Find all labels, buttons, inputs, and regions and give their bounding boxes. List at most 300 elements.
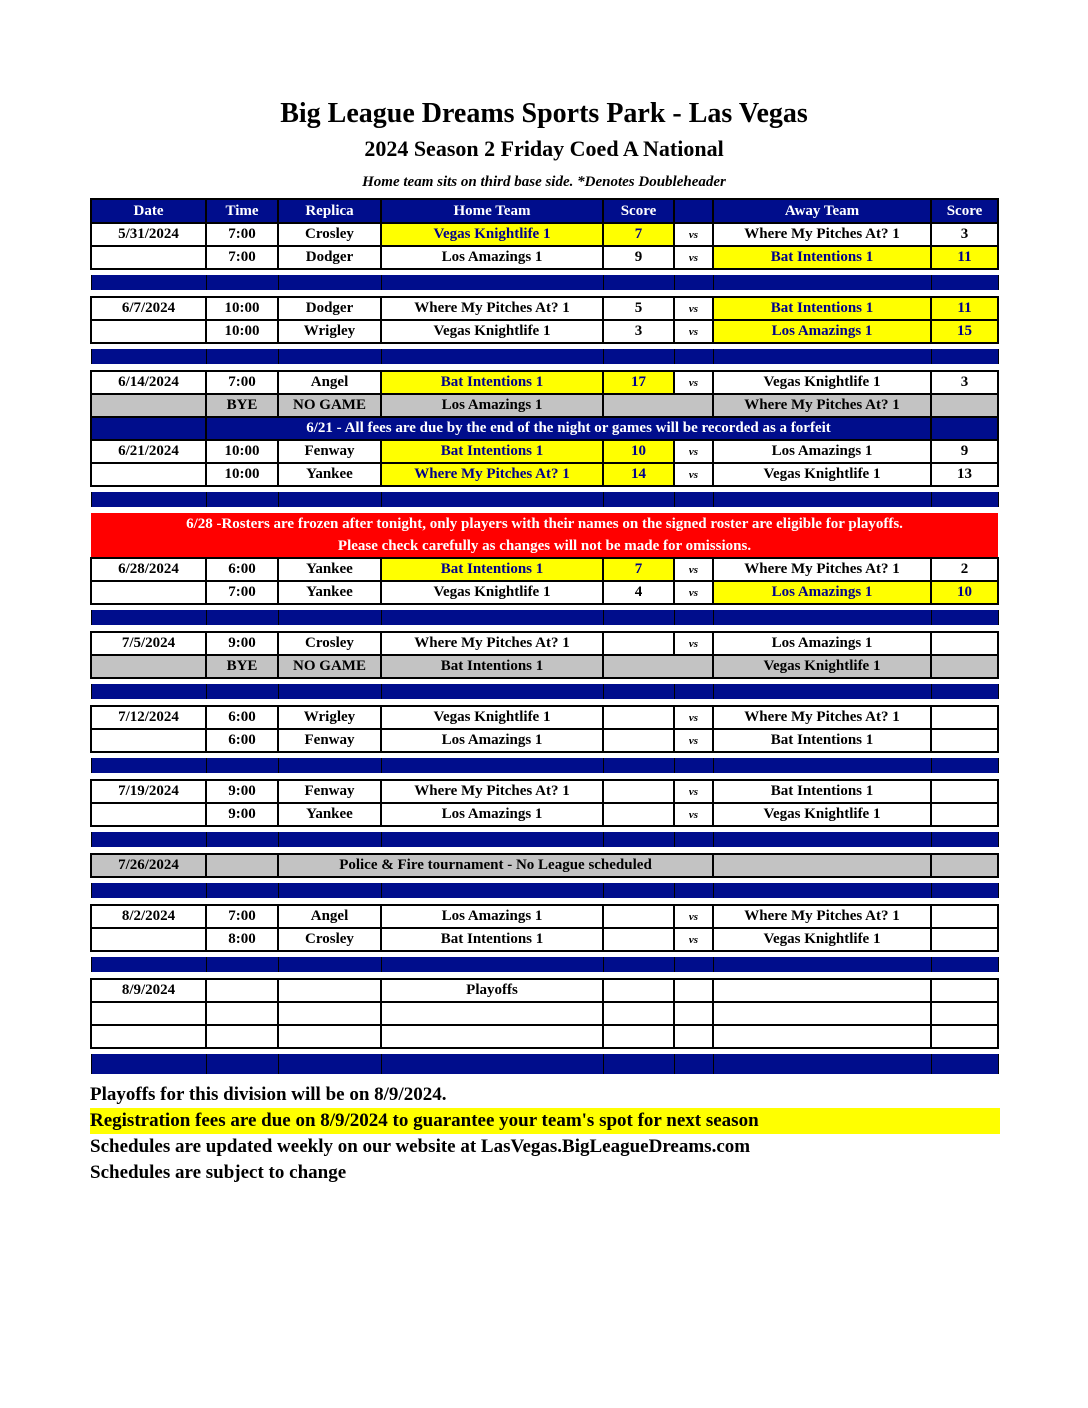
separator-cell xyxy=(674,957,713,972)
separator-cell xyxy=(206,1054,278,1074)
empty-row xyxy=(91,1002,998,1025)
home-team-cell: Los Amazings 1 xyxy=(381,905,603,928)
replica-cell: Crosley xyxy=(278,632,381,655)
row-gap-cell xyxy=(91,625,998,632)
empty-cell xyxy=(931,1002,998,1025)
home-score-cell: 4 xyxy=(603,581,674,604)
away-score-cell xyxy=(931,854,998,877)
separator-cell xyxy=(381,883,603,898)
fees-notice: 6/21 - All fees are due by the end of the night or games will be recorded as a forfeit xyxy=(206,417,931,440)
time-cell: 7:00 xyxy=(206,371,278,394)
vs-label: vs xyxy=(674,780,713,803)
separator-bar xyxy=(91,349,998,364)
separator-cell xyxy=(91,758,206,773)
row-gap xyxy=(91,847,998,854)
roster-notice-line: Please check carefully as changes will not be made for omissions. xyxy=(337,538,752,554)
empty-cell xyxy=(206,1025,278,1048)
separator-cell xyxy=(278,758,381,773)
row-gap-cell xyxy=(91,773,998,780)
separator-cell xyxy=(91,684,206,699)
vs-label: vs xyxy=(674,632,713,655)
separator-bar xyxy=(91,883,998,898)
replica-cell: Fenway xyxy=(278,440,381,463)
home-score-cell xyxy=(603,632,674,655)
away-score-cell: 9 xyxy=(931,440,998,463)
replica-cell: Wrigley xyxy=(278,706,381,729)
away-team-cell: Bat Intentions 1 xyxy=(713,297,931,320)
separator-cell xyxy=(603,349,674,364)
separator-cell xyxy=(278,610,381,625)
away-score-cell xyxy=(931,928,998,951)
row-gap xyxy=(91,773,998,780)
replica-cell: Dodger xyxy=(278,297,381,320)
separator-cell xyxy=(278,349,381,364)
separator-cell xyxy=(603,957,674,972)
away-team-cell: Bat Intentions 1 xyxy=(713,729,931,752)
separator-cell xyxy=(603,684,674,699)
replica-cell: Yankee xyxy=(278,463,381,486)
row-gap xyxy=(91,972,998,979)
row-gap xyxy=(91,625,998,632)
away-team-cell: Vegas Knightlife 1 xyxy=(713,371,931,394)
empty-cell xyxy=(278,1025,381,1048)
separator-cell xyxy=(91,610,206,625)
gray_event-row xyxy=(91,854,998,877)
schedule-table xyxy=(90,198,999,1074)
home-team-cell: Bat Intentions 1 xyxy=(381,928,603,951)
replica-cell: Angel xyxy=(278,371,381,394)
playoffs-row xyxy=(91,979,998,1002)
separator-cell xyxy=(206,684,278,699)
document-header xyxy=(0,0,1088,191)
time-cell: 9:00 xyxy=(206,632,278,655)
away-score-cell: 11 xyxy=(931,297,998,320)
separator-cell xyxy=(278,957,381,972)
time-cell: 9:00 xyxy=(206,780,278,803)
separator-cell xyxy=(381,957,603,972)
empty-cell xyxy=(674,1025,713,1048)
row-gap xyxy=(91,898,998,905)
separator-cell xyxy=(91,883,206,898)
home-team-cell: Bat Intentions 1 xyxy=(381,558,603,581)
away-team-cell xyxy=(713,979,931,1002)
vs-label: vs xyxy=(674,706,713,729)
date-cell: 6/14/2024 xyxy=(91,371,206,394)
replica-cell xyxy=(278,979,381,1002)
home-score-cell: 7 xyxy=(603,558,674,581)
home-team-cell: Where My Pitches At? 1 xyxy=(381,463,603,486)
away-team-cell: Bat Intentions 1 xyxy=(713,780,931,803)
separator-cell xyxy=(674,610,713,625)
game-row xyxy=(91,223,998,246)
separator-cell xyxy=(91,957,206,972)
away-team-cell: Vegas Knightlife 1 xyxy=(713,655,931,678)
game-row xyxy=(91,440,998,463)
away-score-cell: 3 xyxy=(931,371,998,394)
game-row xyxy=(91,780,998,803)
home-score-cell: 5 xyxy=(603,297,674,320)
footer-note-subject-to-change: Schedules are subject to change xyxy=(90,1162,347,1183)
vs-label: vs xyxy=(674,558,713,581)
separator-cell xyxy=(381,684,603,699)
separator-bar xyxy=(91,758,998,773)
separator-cell xyxy=(278,684,381,699)
empty-cell xyxy=(603,1025,674,1048)
home-team-cell: Where My Pitches At? 1 xyxy=(381,297,603,320)
game-row xyxy=(91,928,998,951)
separator-cell xyxy=(603,758,674,773)
away-team-cell xyxy=(713,854,931,877)
column-header-home-score: Score xyxy=(603,199,674,223)
replica-cell: NO GAME xyxy=(278,655,381,678)
away-team-cell: Los Amazings 1 xyxy=(713,581,931,604)
score-cell xyxy=(931,417,998,440)
time-cell: BYE xyxy=(206,394,278,417)
date-cell xyxy=(91,581,206,604)
away-score-cell xyxy=(931,632,998,655)
separator-bar xyxy=(91,275,998,290)
separator-cell xyxy=(931,883,998,898)
navy_message-row xyxy=(91,417,998,440)
home-score-cell: 3 xyxy=(603,320,674,343)
separator-bar xyxy=(91,1054,998,1074)
separator-cell xyxy=(206,832,278,847)
separator-cell xyxy=(603,275,674,290)
separator-cell xyxy=(603,883,674,898)
column-header-home-team: Home Team xyxy=(381,199,603,223)
time-cell: BYE xyxy=(206,655,278,678)
empty-cell xyxy=(713,1025,931,1048)
home-score-cell xyxy=(603,905,674,928)
separator-cell xyxy=(278,275,381,290)
separator-cell xyxy=(931,610,998,625)
page-subtitle: 2024 Season 2 Friday Coed A National xyxy=(364,136,724,161)
away-score-cell xyxy=(931,729,998,752)
separator-bar xyxy=(91,957,998,972)
separator-cell xyxy=(674,349,713,364)
separator-cell xyxy=(603,610,674,625)
game-row xyxy=(91,297,998,320)
date-cell: 6/28/2024 xyxy=(91,558,206,581)
date-cell xyxy=(91,394,206,417)
replica-cell: Fenway xyxy=(278,780,381,803)
home-team-cell: Vegas Knightlife 1 xyxy=(381,581,603,604)
home-team-cell: Los Amazings 1 xyxy=(381,729,603,752)
home-team-cell: Vegas Knightlife 1 xyxy=(381,320,603,343)
date-cell xyxy=(91,803,206,826)
away-team-cell: Vegas Knightlife 1 xyxy=(713,803,931,826)
empty-cell xyxy=(674,1002,713,1025)
vs-label: vs xyxy=(674,581,713,604)
away-team-cell: Vegas Knightlife 1 xyxy=(713,463,931,486)
home-team-cell: Los Amazings 1 xyxy=(381,246,603,269)
game-row xyxy=(91,246,998,269)
row-gap-cell xyxy=(91,699,998,706)
separator-cell xyxy=(713,957,931,972)
replica-cell: NO GAME xyxy=(278,394,381,417)
empty-cell xyxy=(381,1002,603,1025)
time-cell: 7:00 xyxy=(206,223,278,246)
date-cell: 8/9/2024 xyxy=(91,979,206,1002)
empty-cell xyxy=(603,1002,674,1025)
date-cell: 7/19/2024 xyxy=(91,780,206,803)
separator-cell xyxy=(206,610,278,625)
separator-bar xyxy=(91,492,998,507)
separator-cell xyxy=(206,349,278,364)
separator-cell xyxy=(91,832,206,847)
away-score-cell: 3 xyxy=(931,223,998,246)
separator-cell xyxy=(206,883,278,898)
date-cell: 7/5/2024 xyxy=(91,632,206,655)
away-team-cell: Bat Intentions 1 xyxy=(713,246,931,269)
time-cell xyxy=(206,854,278,877)
date-cell: 5/31/2024 xyxy=(91,223,206,246)
separator-cell xyxy=(278,883,381,898)
separator-cell xyxy=(206,957,278,972)
separator-cell xyxy=(91,492,206,507)
empty-cell xyxy=(206,1002,278,1025)
date-cell: 6/21/2024 xyxy=(91,440,206,463)
game-row xyxy=(91,905,998,928)
separator-cell xyxy=(278,1054,381,1074)
separator-cell xyxy=(674,832,713,847)
row-gap-cell xyxy=(91,847,998,854)
away-team-cell: Where My Pitches At? 1 xyxy=(713,394,931,417)
time-cell: 6:00 xyxy=(206,558,278,581)
row-gap xyxy=(91,290,998,297)
column-header-away-team: Away Team xyxy=(713,199,931,223)
replica-cell: Yankee xyxy=(278,581,381,604)
row-gap-cell xyxy=(91,290,998,297)
away-team-cell: Los Amazings 1 xyxy=(713,440,931,463)
row-gap-cell xyxy=(91,364,998,371)
empty-cell xyxy=(381,1025,603,1048)
game-row xyxy=(91,371,998,394)
away-score-cell: 15 xyxy=(931,320,998,343)
vs-label: vs xyxy=(674,320,713,343)
vs-label: vs xyxy=(674,928,713,951)
home-score-cell: 7 xyxy=(603,223,674,246)
separator-cell xyxy=(603,492,674,507)
away-team-cell: Where My Pitches At? 1 xyxy=(713,223,931,246)
row-gap xyxy=(91,364,998,371)
game-row xyxy=(91,581,998,604)
game-row xyxy=(91,558,998,581)
separator-cell xyxy=(674,1054,713,1074)
page-title: Big League Dreams Sports Park - Las Vegas xyxy=(280,98,808,129)
separator-cell xyxy=(931,349,998,364)
separator-cell xyxy=(674,684,713,699)
footer xyxy=(90,1082,1000,1186)
time-cell: 7:00 xyxy=(206,581,278,604)
footer-note-registration: Registration fees are due on 8/9/2024 to guarantee your team's spot for next season xyxy=(90,1108,1000,1134)
replica-cell: Crosley xyxy=(278,223,381,246)
home-score-cell xyxy=(603,706,674,729)
separator-cell xyxy=(674,883,713,898)
home-team-cell: Bat Intentions 1 xyxy=(381,371,603,394)
home-team-cell: Vegas Knightlife 1 xyxy=(381,223,603,246)
empty-cell xyxy=(91,1002,206,1025)
separator-cell xyxy=(603,832,674,847)
separator-cell xyxy=(91,349,206,364)
home-score-cell: 9 xyxy=(603,246,674,269)
vs-cell xyxy=(674,979,713,1002)
separator-cell xyxy=(713,832,931,847)
separator-cell xyxy=(931,1054,998,1074)
separator-cell xyxy=(713,883,931,898)
away-score-cell: 11 xyxy=(931,246,998,269)
home-team-cell: Los Amazings 1 xyxy=(381,803,603,826)
away-score-cell xyxy=(931,803,998,826)
time-cell: 10:00 xyxy=(206,297,278,320)
home-score-cell xyxy=(603,928,674,951)
away-team-cell: Where My Pitches At? 1 xyxy=(713,905,931,928)
home-score-cell: 14 xyxy=(603,463,674,486)
vs-label: vs xyxy=(674,371,713,394)
separator-cell xyxy=(713,758,931,773)
empty-cell xyxy=(931,1025,998,1048)
separator-cell xyxy=(278,492,381,507)
away-team-cell: Los Amazings 1 xyxy=(713,632,931,655)
footer-note-website: Schedules are updated weekly on our website at LasVegas.BigLeagueDreams.com xyxy=(90,1136,751,1157)
home-score-cell xyxy=(603,729,674,752)
away-score-cell xyxy=(931,780,998,803)
game-row xyxy=(91,803,998,826)
time-cell: 8:00 xyxy=(206,928,278,951)
home-team-cell: Where My Pitches At? 1 xyxy=(381,780,603,803)
vs-label: vs xyxy=(674,246,713,269)
time-cell: 10:00 xyxy=(206,463,278,486)
away-score-cell xyxy=(931,394,998,417)
separator-cell xyxy=(381,610,603,625)
time-cell xyxy=(206,979,278,1002)
separator-cell xyxy=(206,758,278,773)
row-gap xyxy=(91,699,998,706)
vs-label: vs xyxy=(674,297,713,320)
game-row xyxy=(91,729,998,752)
score-vs-cell xyxy=(603,655,713,678)
home-team-cell: Playoffs xyxy=(381,979,603,1002)
roster-notice-line: 6/28 -Rosters are frozen after tonight, only players with their names on the signed roster are eligible for playoffs. xyxy=(186,516,903,532)
separator-bar xyxy=(91,832,998,847)
date-cell xyxy=(91,246,206,269)
home-team-cell: Bat Intentions 1 xyxy=(381,440,603,463)
home-score-cell xyxy=(603,780,674,803)
roster-notice xyxy=(91,513,998,558)
replica-cell: Crosley xyxy=(278,928,381,951)
separator-cell xyxy=(713,684,931,699)
separator-cell xyxy=(931,684,998,699)
separator-cell xyxy=(91,1054,206,1074)
separator-cell xyxy=(713,610,931,625)
away-team-cell: Where My Pitches At? 1 xyxy=(713,558,931,581)
replica-cell: Angel xyxy=(278,905,381,928)
red_message-row xyxy=(91,513,998,558)
time-cell: 7:00 xyxy=(206,246,278,269)
game-row xyxy=(91,632,998,655)
game-row xyxy=(91,463,998,486)
score-vs-cell xyxy=(603,394,713,417)
separator-cell xyxy=(674,275,713,290)
separator-cell xyxy=(278,832,381,847)
date-cell xyxy=(91,729,206,752)
home-score-cell: 10 xyxy=(603,440,674,463)
away-team-cell: Where My Pitches At? 1 xyxy=(713,706,931,729)
separator-cell xyxy=(713,1054,931,1074)
home-team-cell: Vegas Knightlife 1 xyxy=(381,706,603,729)
time-cell: 9:00 xyxy=(206,803,278,826)
separator-cell xyxy=(674,758,713,773)
separator-cell xyxy=(603,1054,674,1074)
away-score-cell: 13 xyxy=(931,463,998,486)
time-cell: 6:00 xyxy=(206,706,278,729)
column-header-away-score: Score xyxy=(931,199,998,223)
time-cell: 6:00 xyxy=(206,729,278,752)
home-team-cell: Bat Intentions 1 xyxy=(381,655,603,678)
vs-label: vs xyxy=(674,803,713,826)
separator-cell xyxy=(674,492,713,507)
date-cell: 6/7/2024 xyxy=(91,297,206,320)
date-cell: 7/12/2024 xyxy=(91,706,206,729)
vs-label: vs xyxy=(674,440,713,463)
separator-cell xyxy=(206,492,278,507)
away-score-cell xyxy=(931,905,998,928)
row-gap-cell xyxy=(91,898,998,905)
away-score-cell: 2 xyxy=(931,558,998,581)
date-cell xyxy=(91,655,206,678)
date-cell: 8/2/2024 xyxy=(91,905,206,928)
separator-cell xyxy=(931,832,998,847)
empty-cell xyxy=(91,1025,206,1048)
page-note: Home team sits on third base side. *Denotes Doubleheader xyxy=(362,174,726,190)
bye-row xyxy=(91,655,998,678)
home-score-cell xyxy=(603,979,674,1002)
column-header-replica: Replica xyxy=(278,199,381,223)
schedule-table-body xyxy=(91,223,998,1074)
separator-cell xyxy=(381,349,603,364)
separator-cell xyxy=(713,349,931,364)
date-cell: 7/26/2024 xyxy=(91,854,206,877)
separator-cell xyxy=(381,275,603,290)
separator-cell xyxy=(931,957,998,972)
separator-cell xyxy=(91,275,206,290)
event-cell: Police & Fire tournament - No League scheduled xyxy=(278,854,713,877)
replica-cell: Wrigley xyxy=(278,320,381,343)
separator-cell xyxy=(381,492,603,507)
away-score-cell xyxy=(931,655,998,678)
replica-cell: Yankee xyxy=(278,803,381,826)
away-team-cell: Vegas Knightlife 1 xyxy=(713,928,931,951)
row-gap-cell xyxy=(91,972,998,979)
date-cell xyxy=(91,463,206,486)
game-row xyxy=(91,706,998,729)
bye-row xyxy=(91,394,998,417)
time-cell: 7:00 xyxy=(206,905,278,928)
empty-cell xyxy=(713,1002,931,1025)
time-cell: 10:00 xyxy=(206,440,278,463)
away-team-cell: Los Amazings 1 xyxy=(713,320,931,343)
column-header-date: Date xyxy=(91,199,206,223)
date-cell xyxy=(91,928,206,951)
empty-cell xyxy=(278,1002,381,1025)
separator-cell xyxy=(381,758,603,773)
separator-bar xyxy=(91,684,998,699)
footer-note-playoffs: Playoffs for this division will be on 8/9/2024. xyxy=(90,1084,447,1105)
replica-cell: Dodger xyxy=(278,246,381,269)
table-header-row xyxy=(91,199,998,223)
vs-label: vs xyxy=(674,223,713,246)
date-cell xyxy=(91,320,206,343)
